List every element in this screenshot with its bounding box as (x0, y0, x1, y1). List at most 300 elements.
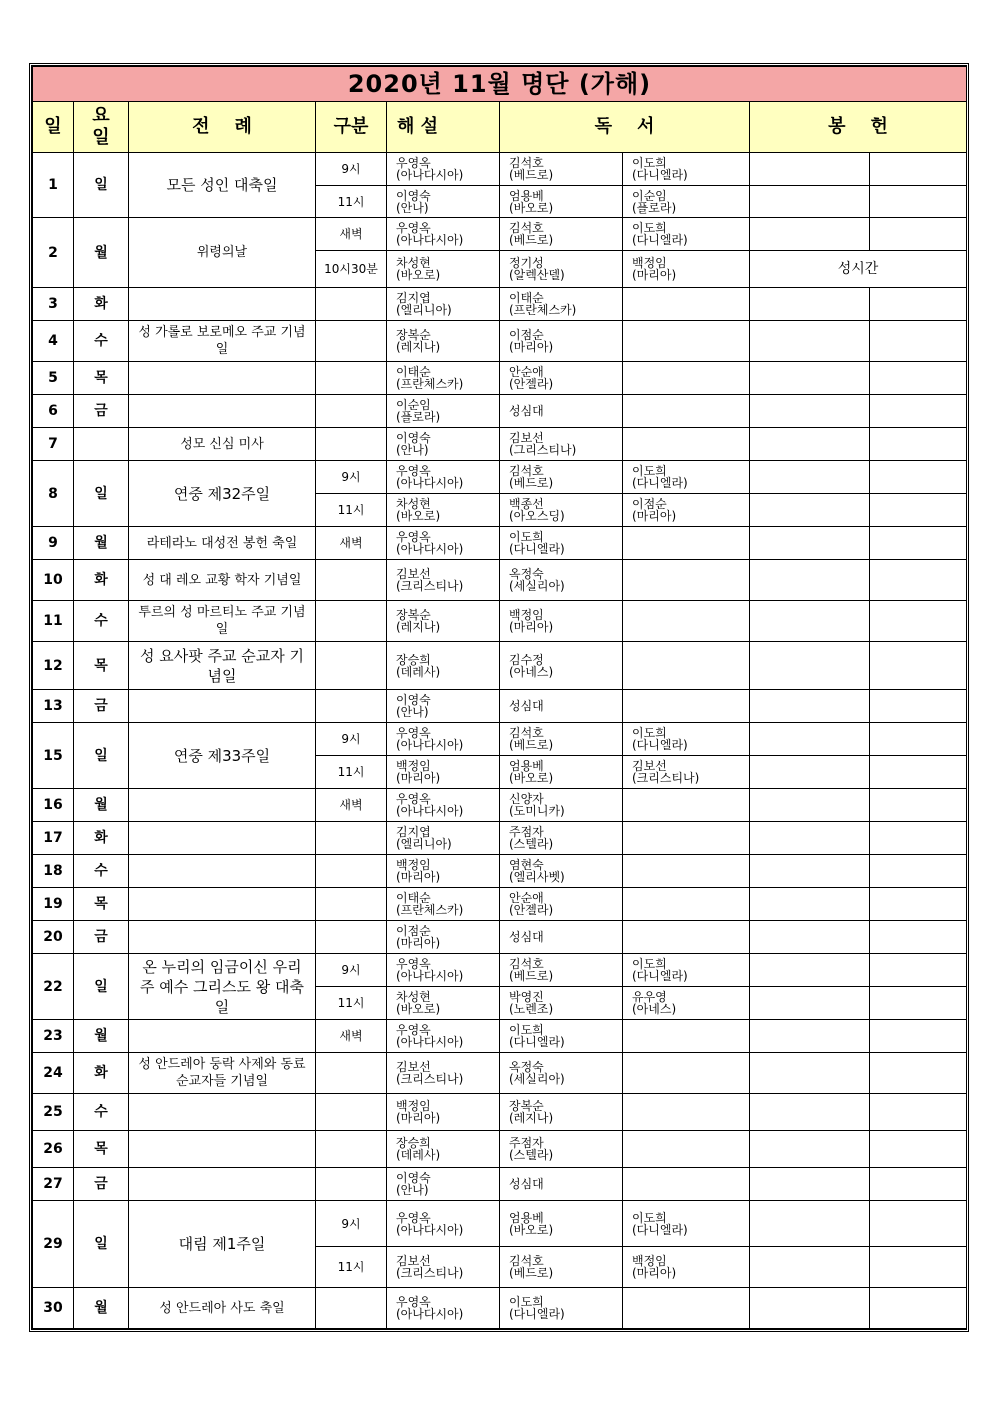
reader-2-cell (623, 1053, 750, 1094)
weekday-cell: 일 (74, 153, 129, 218)
person-line: 백종선 (509, 497, 544, 511)
commentator-cell (387, 1247, 500, 1288)
person-line: 이도희 (632, 464, 667, 478)
offering-cell: 성시간 (750, 251, 967, 288)
mass-time-cell (316, 321, 387, 362)
header-gubun: 구분 (316, 102, 387, 153)
reader-2-cell (623, 1168, 750, 1201)
commentator-cell (387, 987, 500, 1020)
roster-row (33, 362, 967, 395)
commentator-cell (387, 822, 500, 855)
person-line: 김석호 (509, 957, 544, 971)
person-line: 이도희 (632, 221, 667, 235)
offering-cell-2 (870, 822, 967, 855)
reader-1-cell (500, 288, 623, 321)
offering-cell (750, 186, 870, 218)
offering-cell (750, 321, 870, 362)
person-line: (프란체스카) (396, 903, 464, 917)
person-line: 주점자 (509, 825, 544, 839)
reader-2-cell (623, 888, 750, 921)
person-line: (안나) (396, 200, 429, 215)
person-line: 이점순 (632, 497, 667, 511)
roster-row (33, 560, 967, 601)
mass-time-cell (316, 560, 387, 601)
mass-time-cell: 11시 (316, 186, 387, 218)
person-line: 이태순 (396, 365, 431, 379)
person-line: 우영옥 (396, 530, 431, 544)
person-line: (마리아) (396, 936, 441, 950)
roster-row (33, 723, 967, 756)
person-line: (마리아) (632, 509, 677, 523)
weekday-cell: 월 (74, 789, 129, 822)
reader-2-cell (623, 527, 750, 560)
reader-1-cell (500, 1131, 623, 1168)
offering-cell (750, 494, 870, 527)
roster-row (33, 1288, 967, 1329)
title-row (33, 67, 967, 102)
header-liturgy: 전 례 (129, 102, 316, 153)
person-line: 우영옥 (396, 1023, 431, 1037)
person-line: (바오로) (509, 771, 554, 785)
person-line: (다니엘라) (632, 476, 688, 490)
weekday-cell: 월 (74, 1288, 129, 1329)
reader-1-cell (500, 690, 623, 723)
person-line: (베드로) (509, 1266, 554, 1280)
header-day: 일 (33, 102, 74, 153)
reader-2-cell (623, 1094, 750, 1131)
person-line: 우영옥 (396, 957, 431, 971)
person-line: (마리아) (632, 1266, 677, 1280)
offering-cell-2 (870, 560, 967, 601)
day-cell: 29 (33, 1201, 74, 1288)
reader-2-cell (623, 723, 750, 756)
reader-2-cell (623, 601, 750, 642)
person-line: 김지엽 (396, 825, 431, 839)
person-line: 차성현 (396, 497, 431, 511)
reader-1-cell (500, 723, 623, 756)
weekday-cell: 수 (74, 855, 129, 888)
mass-time-cell: 새벽 (316, 527, 387, 560)
commentator-cell (387, 921, 500, 954)
weekday-cell: 화 (74, 560, 129, 601)
weekday-cell (74, 428, 129, 461)
person-line: (안젤라) (509, 903, 554, 917)
liturgy-cell: 성 요사팟 주교 순교자 기념일 (129, 642, 316, 690)
mass-time-cell: 9시 (316, 1201, 387, 1247)
roster-row (33, 642, 967, 690)
person-line: (다니엘라) (509, 1035, 565, 1049)
person-line: 김석호 (509, 726, 544, 740)
offering-cell (750, 1053, 870, 1094)
reader-1-cell (500, 395, 623, 428)
commentator-cell (387, 756, 500, 789)
offering-cell (750, 527, 870, 560)
weekday-cell: 일 (74, 461, 129, 527)
liturgy-cell (129, 1131, 316, 1168)
header-row (33, 102, 967, 153)
mass-time-cell: 11시 (316, 756, 387, 789)
offering-cell (750, 987, 870, 1020)
reader-1-cell (500, 1094, 623, 1131)
offering-cell-2 (870, 1053, 967, 1094)
person-line: (안젤라) (509, 377, 554, 391)
day-cell: 5 (33, 362, 74, 395)
commentator-cell (387, 1288, 500, 1329)
mass-time-cell (316, 1131, 387, 1168)
reader-2-cell (623, 395, 750, 428)
person-line: 이점순 (509, 328, 544, 342)
person-line: 백정임 (396, 1099, 431, 1113)
weekday-cell: 수 (74, 601, 129, 642)
liturgy-cell: 성 가롤로 보로메오 주교 기념일 (129, 321, 316, 362)
reader-1-cell (500, 855, 623, 888)
reader-2-cell (623, 153, 750, 186)
reader-1-cell (500, 428, 623, 461)
person-line: 우영옥 (396, 464, 431, 478)
commentator-cell (387, 954, 500, 987)
person-line: (마리아) (509, 620, 554, 634)
commentator-cell (387, 1094, 500, 1131)
day-cell: 30 (33, 1288, 74, 1329)
person-line: (안나) (396, 1183, 429, 1197)
person-line: 우영옥 (396, 156, 431, 170)
person-line: 엄용베 (509, 188, 544, 203)
offering-cell-2 (870, 153, 967, 186)
commentator-cell (387, 690, 500, 723)
offering-cell (750, 921, 870, 954)
liturgy-cell (129, 888, 316, 921)
roster-row (33, 288, 967, 321)
reader-1-cell (500, 1168, 623, 1201)
commentator-cell (387, 1131, 500, 1168)
day-cell: 10 (33, 560, 74, 601)
person-line: (노렌조) (509, 1002, 554, 1016)
day-cell: 18 (33, 855, 74, 888)
mass-time-cell: 9시 (316, 461, 387, 494)
liturgy-cell: 모든 성인 대축일 (129, 153, 316, 218)
person-line: (마리아) (632, 268, 677, 282)
roster-row (33, 1053, 967, 1094)
page-title: 2020년 11월 명단 (가해) (33, 67, 967, 102)
roster-sheet (29, 63, 969, 1332)
person-line: (플로라) (396, 410, 441, 424)
liturgy-cell: 대림 제1주일 (129, 1201, 316, 1288)
day-cell: 16 (33, 789, 74, 822)
roster-table (32, 66, 967, 1329)
person-line: 김보선 (396, 567, 431, 581)
mass-time-cell (316, 921, 387, 954)
offering-cell (750, 690, 870, 723)
liturgy-cell (129, 690, 316, 723)
person-line: (아나다시아) (396, 542, 464, 556)
offering-cell-2 (870, 888, 967, 921)
reader-1-cell (500, 153, 623, 186)
person-line: 성심대 (509, 1177, 544, 1191)
roster-row (33, 218, 967, 251)
reader-1-cell (500, 756, 623, 789)
offering-cell-2 (870, 527, 967, 560)
reader-1-cell (500, 494, 623, 527)
person-line: 옥정숙 (509, 1060, 544, 1074)
weekday-cell: 수 (74, 321, 129, 362)
liturgy-cell (129, 288, 316, 321)
reader-1-cell (500, 601, 623, 642)
reader-1-cell (500, 321, 623, 362)
liturgy-cell (129, 1094, 316, 1131)
reader-1-cell (500, 921, 623, 954)
mass-time-cell (316, 642, 387, 690)
person-line: (마리아) (509, 340, 554, 354)
mass-time-cell: 9시 (316, 723, 387, 756)
mass-time-cell: 11시 (316, 987, 387, 1020)
offering-cell-2 (870, 461, 967, 494)
offering-cell (750, 362, 870, 395)
offering-cell-2 (870, 723, 967, 756)
person-line: (프란체스카) (509, 303, 577, 317)
offering-cell-2 (870, 321, 967, 362)
person-line: (데레사) (396, 664, 441, 679)
person-line: (바오로) (396, 1002, 441, 1016)
offering-cell (750, 428, 870, 461)
reader-1-cell (500, 527, 623, 560)
person-line: (마리아) (396, 771, 441, 785)
day-cell: 8 (33, 461, 74, 527)
roster-row (33, 321, 967, 362)
person-line: 이순임 (396, 398, 431, 412)
reader-2-cell (623, 1131, 750, 1168)
person-line: 신양자 (509, 792, 544, 806)
commentator-cell (387, 395, 500, 428)
offering-cell (750, 601, 870, 642)
person-line: 염현숙 (509, 858, 544, 872)
roster-row (33, 888, 967, 921)
offering-cell-2 (870, 987, 967, 1020)
reader-1-cell (500, 1201, 623, 1247)
roster-row (33, 461, 967, 494)
person-line: 이도희 (632, 726, 667, 740)
reader-2-cell (623, 251, 750, 288)
offering-cell (750, 461, 870, 494)
offering-cell-2 (870, 494, 967, 527)
person-line: 이순임 (632, 188, 667, 203)
roster-row (33, 1168, 967, 1201)
reader-2-cell (623, 921, 750, 954)
offering-cell-2 (870, 1131, 967, 1168)
person-line: (다니엘라) (632, 738, 688, 752)
person-line: 엄용베 (509, 759, 544, 773)
person-line: 유우영 (632, 990, 667, 1004)
offering-cell-2 (870, 288, 967, 321)
reader-1-cell (500, 186, 623, 218)
commentator-cell (387, 560, 500, 601)
offering-cell-2 (870, 690, 967, 723)
reader-2-cell (623, 494, 750, 527)
offering-cell (750, 723, 870, 756)
header-dow: 요 일 (74, 102, 129, 153)
person-line: (베드로) (509, 738, 554, 752)
person-line: (다니엘라) (632, 969, 688, 983)
offering-cell (750, 153, 870, 186)
offering-cell (750, 1131, 870, 1168)
weekday-cell: 화 (74, 822, 129, 855)
person-line: 장승희 (396, 1136, 431, 1150)
liturgy-cell: 온 누리의 임금이신 우리 주 예수 그리스도 왕 대축일 (129, 954, 316, 1020)
day-cell: 24 (33, 1053, 74, 1094)
person-line: 김보선 (396, 1254, 431, 1268)
roster-row (33, 822, 967, 855)
offering-cell-2 (870, 1020, 967, 1053)
reader-1-cell (500, 1053, 623, 1094)
person-line: 이태순 (396, 891, 431, 905)
day-cell: 9 (33, 527, 74, 560)
reader-1-cell (500, 642, 623, 690)
commentator-cell (387, 888, 500, 921)
roster-row (33, 1131, 967, 1168)
roster-row (33, 428, 967, 461)
offering-cell-2 (870, 789, 967, 822)
reader-1-cell (500, 954, 623, 987)
weekday-cell: 화 (74, 288, 129, 321)
person-line: 장복순 (509, 1099, 544, 1113)
person-line: 장복순 (396, 328, 431, 342)
person-line: 우영옥 (396, 726, 431, 740)
commentator-cell (387, 723, 500, 756)
commentator-cell (387, 494, 500, 527)
person-line: 박영진 (509, 990, 544, 1004)
person-line: (다니엘라) (509, 542, 565, 556)
person-line: (베드로) (509, 476, 554, 490)
liturgy-cell: 연중 제32주일 (129, 461, 316, 527)
person-line: 이영숙 (396, 431, 431, 445)
commentator-cell (387, 1053, 500, 1094)
commentator-cell (387, 153, 500, 186)
weekday-cell: 화 (74, 1053, 129, 1094)
mass-time-cell: 새벽 (316, 789, 387, 822)
reader-2-cell (623, 1247, 750, 1288)
person-line: (알렉산델) (509, 268, 565, 282)
mass-time-cell (316, 1288, 387, 1329)
person-line: 장승희 (396, 652, 431, 667)
offering-cell-2 (870, 921, 967, 954)
person-line: 안순애 (509, 365, 544, 379)
person-line: (아나다시아) (396, 233, 464, 247)
person-line: (아나다시아) (396, 1307, 464, 1321)
liturgy-cell (129, 1020, 316, 1053)
offering-cell (750, 855, 870, 888)
liturgy-cell: 성 대 레오 교황 학자 기념일 (129, 560, 316, 601)
reader-1-cell (500, 218, 623, 251)
reader-2-cell (623, 1201, 750, 1247)
person-line: 차성현 (396, 990, 431, 1004)
person-line: (도미니카) (509, 804, 565, 818)
commentator-cell (387, 855, 500, 888)
day-cell: 27 (33, 1168, 74, 1201)
person-line: 엄용베 (509, 1210, 544, 1225)
person-line: (베드로) (509, 168, 554, 182)
person-line: (안나) (396, 443, 429, 457)
person-line: (그리스티나) (509, 443, 577, 457)
person-line: 백정임 (396, 858, 431, 872)
person-line: (다니엘라) (632, 1222, 688, 1237)
reader-1-cell (500, 251, 623, 288)
offering-cell-2 (870, 954, 967, 987)
person-line: 김석호 (509, 221, 544, 235)
roster-row (33, 1020, 967, 1053)
reader-1-cell (500, 461, 623, 494)
person-line: (아나다시아) (396, 738, 464, 752)
commentator-cell (387, 789, 500, 822)
day-cell: 1 (33, 153, 74, 218)
day-cell: 23 (33, 1020, 74, 1053)
person-line: 이도희 (632, 156, 667, 170)
reader-1-cell (500, 362, 623, 395)
reader-1-cell (500, 1020, 623, 1053)
weekday-cell: 일 (74, 1201, 129, 1288)
person-line: 우영옥 (396, 221, 431, 235)
person-line: (아나다시아) (396, 168, 464, 182)
person-line: 주점자 (509, 1136, 544, 1150)
weekday-cell: 월 (74, 527, 129, 560)
mass-time-cell (316, 888, 387, 921)
reader-1-cell (500, 987, 623, 1020)
liturgy-cell: 위령의날 (129, 218, 316, 288)
person-line: (아나다시아) (396, 804, 464, 818)
person-line: 옥정숙 (509, 567, 544, 581)
commentator-cell (387, 428, 500, 461)
person-line: 이도희 (509, 1023, 544, 1037)
day-cell: 19 (33, 888, 74, 921)
weekday-cell: 목 (74, 1131, 129, 1168)
commentator-cell (387, 642, 500, 690)
person-line: 김석호 (509, 464, 544, 478)
mass-time-cell: 11시 (316, 1247, 387, 1288)
offering-cell (750, 1168, 870, 1201)
person-line: 김수정 (509, 652, 544, 667)
person-line: 이영숙 (396, 1171, 431, 1185)
reader-2-cell (623, 186, 750, 218)
person-line: (바오로) (396, 509, 441, 523)
commentator-cell (387, 527, 500, 560)
reader-2-cell (623, 1020, 750, 1053)
reader-1-cell (500, 789, 623, 822)
day-cell: 12 (33, 642, 74, 690)
day-cell: 20 (33, 921, 74, 954)
offering-cell (750, 756, 870, 789)
offering-cell (750, 822, 870, 855)
liturgy-cell (129, 789, 316, 822)
reader-2-cell (623, 321, 750, 362)
reader-2-cell (623, 461, 750, 494)
roster-row (33, 1094, 967, 1131)
person-line: (스텔라) (509, 837, 554, 851)
person-line: (데레사) (396, 1148, 441, 1162)
person-line: 김석호 (509, 156, 544, 170)
person-line: (마리아) (396, 1111, 441, 1125)
day-cell: 6 (33, 395, 74, 428)
liturgy-cell: 성 안드레아 둥락 사제와 동료 순교자들 기념일 (129, 1053, 316, 1094)
header-dokseo: 독 서 (500, 102, 750, 153)
person-line: 이태순 (509, 291, 544, 305)
liturgy-cell: 라테라노 대성전 봉헌 축일 (129, 527, 316, 560)
weekday-cell: 목 (74, 888, 129, 921)
mass-time-cell (316, 1168, 387, 1201)
liturgy-cell (129, 362, 316, 395)
commentator-cell (387, 321, 500, 362)
mass-time-cell: 새벽 (316, 1020, 387, 1053)
roster-row (33, 921, 967, 954)
day-cell: 17 (33, 822, 74, 855)
reader-2-cell (623, 855, 750, 888)
